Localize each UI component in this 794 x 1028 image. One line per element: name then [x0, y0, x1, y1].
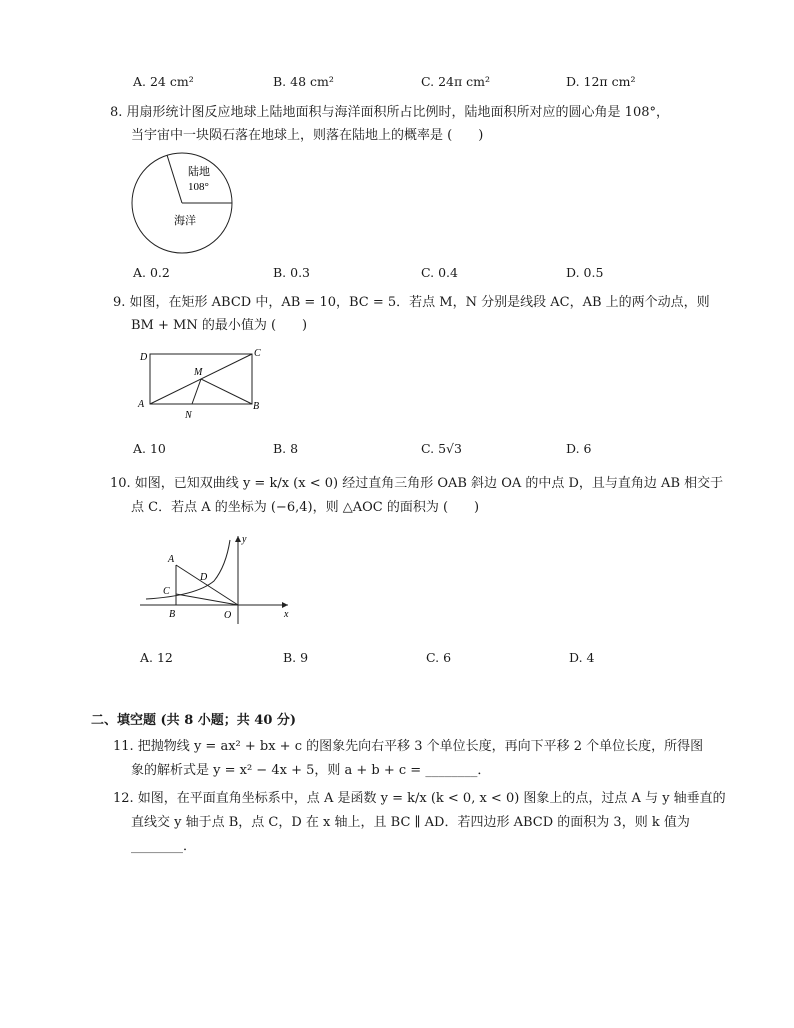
q10-hyperbola-figure [136, 528, 296, 628]
q10-option-c: C. 6 [426, 650, 452, 665]
q9-option-b: B. 8 [273, 441, 299, 456]
section-title: 二、填空题 (共 8 小题；共 40 分) [91, 713, 297, 728]
q9-stem-line2: BM + MN 的最小值为 ( ) [131, 318, 308, 333]
q12-stem-line1: 12. 如图，在平面直角坐标系中，点 A 是函数 y = k/x (k < 0, x < 0) 图象上的点，过点 A 与 y 轴垂直的 [113, 791, 726, 806]
label-x: x [284, 609, 289, 620]
hyperbola-curve [146, 540, 230, 599]
label-c: C [163, 586, 170, 597]
q10-option-a: A. 12 [140, 650, 173, 665]
label-n: N [185, 410, 192, 421]
q10-option-d: D. 4 [569, 650, 595, 665]
pie-angle-label: 108° [188, 181, 209, 193]
label-d: D [200, 572, 208, 583]
q10-option-b: B. 9 [283, 650, 309, 665]
q7-option-b: B. 48 cm² [273, 74, 334, 89]
q12-stem-line3: ________． [131, 839, 197, 854]
label-d: D [140, 352, 148, 363]
q9-option-d: D. 6 [566, 441, 592, 456]
q11-stem-line1: 11. 把抛物线 y = ax² + bx + c 的图象先向右平移 3 个单位长度，再向下平移 2 个单位长度，所得图 [113, 739, 704, 754]
pie-ocean-label: 海洋 [174, 215, 196, 227]
label-b: B [169, 609, 176, 620]
q8-option-b: B. 0.3 [273, 265, 311, 280]
q7-option-c: C. 24π cm² [421, 74, 491, 89]
q7-option-d: D. 12π cm² [566, 74, 636, 89]
q9-rectangle-figure [134, 342, 268, 426]
q12-stem-line2: 直线交 y 轴于点 B，点 C，D 在 x 轴上，且 BC ∥ AD．若四边形 ABCD 的面积为 3，则 k 值为 [131, 815, 690, 830]
q8-option-c: C. 0.4 [421, 265, 458, 280]
label-m: M [194, 367, 203, 378]
label-a: A [138, 399, 145, 410]
q10-stem-line1: 10. 如图，已知双曲线 y = k/x (x < 0) 经过直角三角形 OAB 斜边 OA 的中点 D，且与直角边 AB 相交于 [110, 476, 724, 491]
label-c: C [254, 348, 261, 359]
q9-option-c: C. 5√3 [421, 441, 462, 456]
label-a: A [168, 554, 175, 565]
x-axis-arrow [282, 602, 288, 608]
q8-pie-figure [128, 150, 238, 256]
pie-land-label: 陆地 [188, 166, 210, 178]
label-o: O [224, 610, 232, 621]
y-axis-arrow [235, 536, 241, 542]
label-b: B [253, 401, 260, 412]
label-y: y [242, 534, 247, 545]
q10-stem-line2: 点 C．若点 A 的坐标为 (−6,4)，则 △AOC 的面积为 ( ) [131, 500, 480, 515]
segment-bm [201, 379, 252, 404]
q8-option-d: D. 0.5 [566, 265, 604, 280]
q9-stem-line1: 9. 如图，在矩形 ABCD 中，AB = 10，BC = 5．若点 M，N 分别是线段 AC，AB 上的两个动点，则 [113, 295, 710, 310]
q8-stem-line1: 8. 用扇形统计图反应地球上陆地面积与海洋面积所占比例时，陆地面积所对应的圆心角是 108°， [110, 105, 669, 120]
q8-stem-line2: 当宇宙中一块陨石落在地球上，则落在陆地上的概率是 ( ) [131, 128, 484, 143]
q11-stem-line2: 象的解析式是 y = x² − 4x + 5，则 a + b + c = ________． [131, 763, 491, 778]
q8-option-a: A. 0.2 [133, 265, 170, 280]
pie-radius-upper [167, 155, 182, 203]
q7-option-a: A. 24 cm² [133, 74, 194, 89]
q9-option-a: A. 10 [133, 441, 166, 456]
